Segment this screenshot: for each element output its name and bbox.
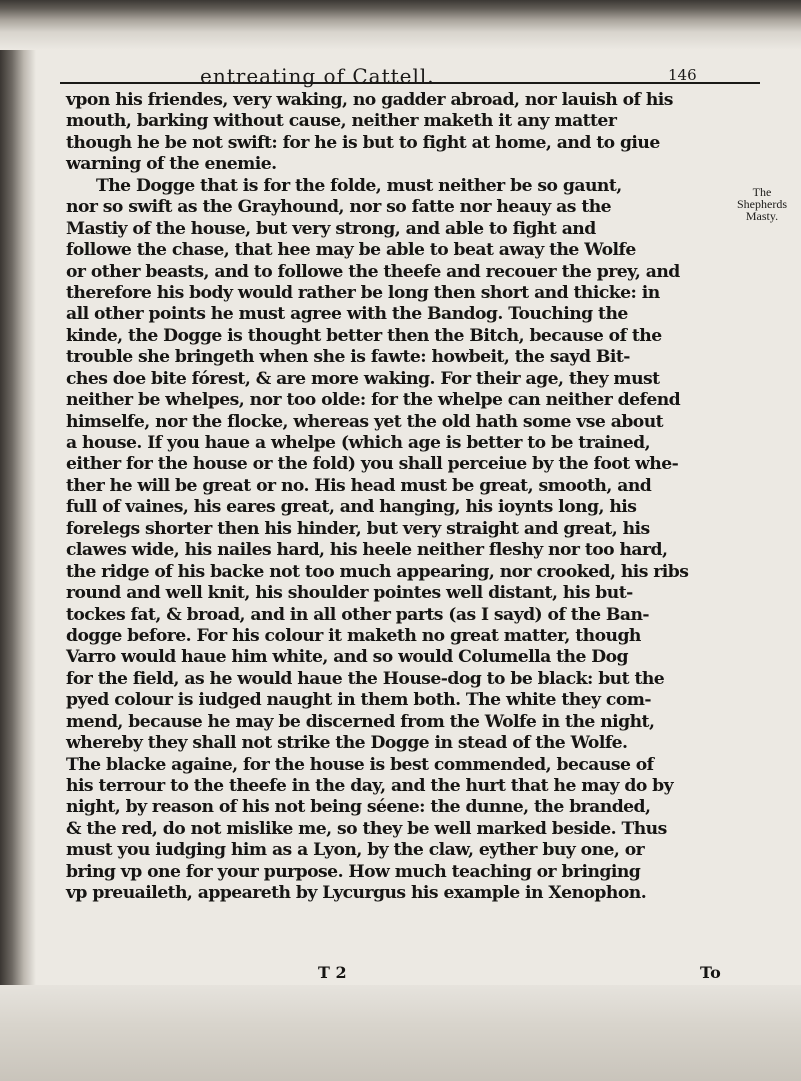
margin-note-line: Shepherds: [737, 197, 787, 211]
text-line: forelegs shorter then his hinder, but very straight and great, his: [66, 518, 650, 539]
text-line: tockes fat, & broad, and in all other parts (as I sayd) of the Ban-: [66, 604, 650, 625]
page-gutter-shadow: [0, 0, 36, 1081]
text-line: followe the chase, that hee may be able to beat away the Wolfe: [66, 240, 636, 261]
text-line: warning of the enemie.: [66, 154, 277, 175]
text-line: vpon his friendes, very waking, no gadder abroad, nor lauish of his: [66, 90, 673, 110]
text-line: full of vaines, his eares great, and hanging, his ioynts long, his: [66, 497, 637, 518]
text-line: The blacke againe, for the house is best commended, because of: [66, 754, 654, 775]
text-line: night, by reason of his not being séene: the dunne, the branded,: [66, 797, 651, 818]
text-line: either for the house or the fold) you shall perceiue by the foot whe-: [66, 454, 679, 475]
page-number: 146: [668, 66, 697, 84]
running-head: entreating of Cattell.: [200, 64, 435, 88]
text-line: ches doe bite fórest, & are more waking. For their age, they must: [66, 368, 660, 389]
text-line: therefore his body would rather be long then short and thicke: in: [66, 282, 660, 303]
text-line: ther he will be great or no. His head must be great, smooth, and: [66, 475, 652, 496]
catchword: To: [700, 963, 721, 982]
text-line: nor so swift as the Grayhound, nor so fatte nor heauy as the: [66, 197, 612, 218]
text-line: himselfe, nor the flocke, whereas yet the old hath some vse about: [66, 411, 664, 432]
text-line: Varro would haue him white, and so would Columella the Dog: [66, 647, 628, 668]
text-line: for the field, as he would haue the House-dog to be black: but the: [66, 668, 665, 689]
text-line: must you iudging him as a Lyon, by the claw, eyther buy one, or: [66, 840, 645, 861]
text-line: neither be whelpes, nor too olde: for the whelpe can neither defend: [66, 390, 681, 411]
text-line: the ridge of his backe not too much appearing, nor crooked, his ribs: [66, 561, 689, 582]
text-line: his terrour to the theefe in the day, and the hurt that he may do by: [66, 776, 674, 796]
margin-note-line: The: [752, 185, 772, 199]
text-line: vp preuaileth, appeareth by Lycurgus his example in Xenophon.: [66, 883, 647, 904]
text-line: mend, because he may be discerned from the Wolfe in the night,: [66, 711, 655, 732]
text-line: clawes wide, his nailes hard, his heele neither fleshy nor too hard,: [66, 540, 668, 561]
text-line: dogge before. For his colour it maketh no great matter, though: [66, 625, 641, 646]
text-line: mouth, barking without cause, neither maketh it any matter: [66, 111, 617, 132]
text-line: or other beasts, and to followe the theefe and recouer the prey, and: [66, 261, 680, 282]
text-line: though he be not swift: for he is but to fight at home, and to giue: [66, 132, 660, 153]
body-text: [66, 90, 756, 905]
text-line: a house. If you haue a whelpe (which age is better to be trained,: [66, 433, 650, 453]
page-top-shadow: [0, 0, 801, 50]
signature-mark: T 2: [318, 963, 347, 982]
margin-note-line: Masty.: [745, 209, 779, 223]
text-line: all other points he must agree with the Bandog. Touching the: [66, 304, 628, 325]
text-line: kinde, the Dogge is thought better then the Bitch, because of the: [66, 325, 662, 346]
text-line: pyed colour is iudged naught in them both. The white they com-: [66, 690, 651, 711]
text-line: bring vp one for your purpose. How much teaching or bringing: [66, 861, 641, 882]
text-line: round and well knit, his shoulder pointes well distant, his but-: [66, 583, 633, 604]
text-line: & the red, do not mislike me, so they be well marked beside. Thus: [66, 818, 667, 839]
page-bottom-margin: [0, 985, 801, 1081]
text-line: Mastiy of the house, but very strong, and able to fight and: [66, 218, 596, 239]
text-line: The Dogge that is for the folde, must neither be so gaunt,: [96, 175, 622, 196]
text-line: trouble she bringeth when she is fawte: howbeit, the sayd Bit-: [66, 347, 630, 368]
text-line: whereby they shall not strike the Dogge in stead of the Wolfe.: [66, 733, 628, 754]
